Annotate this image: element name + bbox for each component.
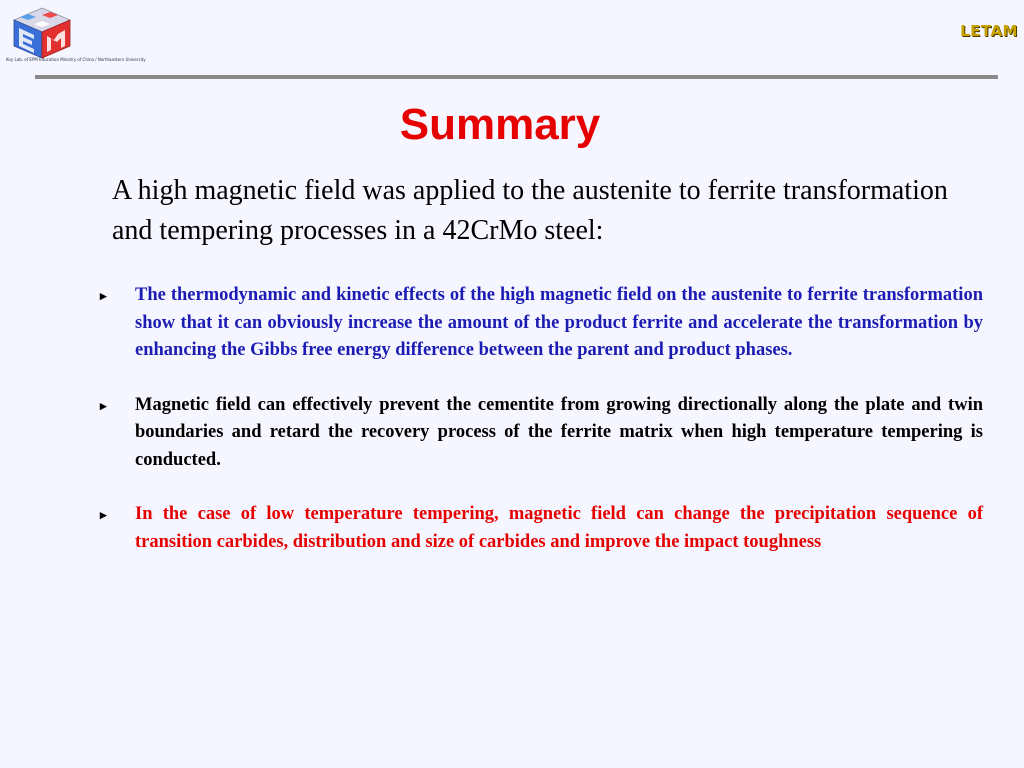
bullet-text: In the case of low temperature tempering, magnetic field can change the precipitation sequence of transition carbides, distribution and size of carbides and improve the impact toughness [135,504,983,552]
logo-caption: Key Lab. of EPM Education Ministry of China / Northeastern University [6,57,146,62]
header-divider [35,75,998,79]
brand-label: LETAM [960,22,1018,40]
bullet-text: The thermodynamic and kinetic effects of the high magnetic field on the austenite to ferrite transformation show that it can obviously increase the amount of the product ferrite and accelerate the transformation by enhancing the Gibbs free energy difference between the parent and product phases. [135,285,983,360]
bullet-item [100,392,983,475]
bullet-item [100,282,983,365]
intro-paragraph: A high magnetic field was applied to the austenite to ferrite transformation and tempering processes in a 42CrMo steel: [112,175,948,246]
bullet-arrow-icon: ▸ [100,397,107,413]
bullet-arrow-icon: ▸ [100,507,107,522]
logo [6,4,146,70]
bullet-text: Magnetic field can effectively prevent the cementite from growing directionally along the plate and twin boundaries and retard the recovery process of the ferrite matrix when high temperature tempering is conducted. [135,394,983,470]
bullet-arrow-icon: ▸ [100,288,107,303]
bullet-item [100,501,983,556]
slide-title: Summary [399,100,601,149]
bullet-list [100,282,983,583]
